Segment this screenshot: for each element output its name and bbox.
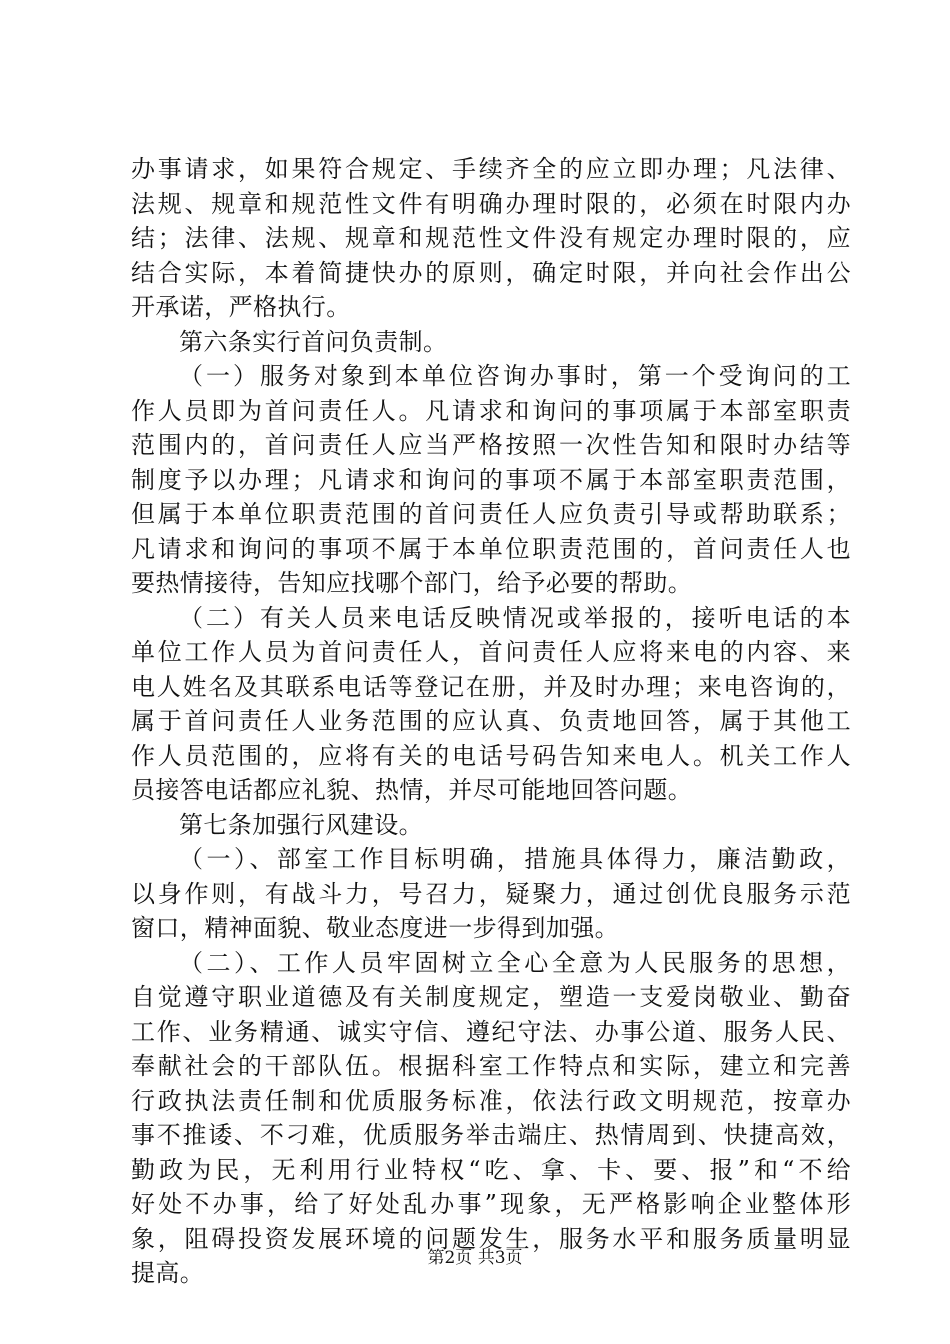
paragraph xyxy=(131,808,851,843)
text-line: 象，阻碍投资发展环境的问题发生，服务水平和服务质量明显 xyxy=(131,1224,851,1253)
page-footer: 第2页 共3页 xyxy=(427,1248,523,1268)
text-line: 但属于本单位职责范围的首问责任人应负责引导或帮助联系； xyxy=(131,500,851,528)
text-line: 第六条实行首问负责制。 xyxy=(179,327,448,356)
paragraph xyxy=(131,842,851,946)
paragraph xyxy=(131,359,851,601)
paragraph xyxy=(131,325,851,360)
text-line: 凡请求和询问的事项不属于本单位职责范围的，首问责任人也 xyxy=(131,534,851,563)
text-line: 属于首问责任人业务范围的应认真、负责地回答，属于其他工 xyxy=(131,707,851,735)
text-line: 好处不办事，给了好处乱办事”现象，无严格影响企业整体形 xyxy=(131,1190,851,1218)
paragraph xyxy=(131,601,851,808)
text-line: 事不推诿、不刁难，优质服务举击端庄、热情周到、快捷高效， xyxy=(131,1121,851,1149)
paragraph xyxy=(131,152,851,325)
text-line: （二）有关人员来电话反映情况或举报的，接听电话的本 xyxy=(179,603,851,632)
text-line: （二）、工作人员牢固树立全心全意为人民服务的思想， xyxy=(179,948,851,977)
text-line: （一）、部室工作目标明确，措施具体得力，廉洁勤政， xyxy=(179,845,851,873)
document-body xyxy=(131,152,851,1291)
text-line: 结合实际，本着简捷快办的原则，确定时限，并向社会作出公 xyxy=(131,258,851,287)
text-line: 办事请求，如果符合规定、手续齐全的应立即办理；凡法律、 xyxy=(131,155,851,183)
text-line: 自觉遵守职业道德及有关制度规定，塑造一支爱岗敬业、勤奋 xyxy=(131,983,851,1011)
text-line: （一）服务对象到本单位咨询办事时，第一个受询问的工 xyxy=(179,362,851,390)
text-line: 范围内的，首问责任人应当严格按照一次性告知和限时办结等 xyxy=(131,431,851,459)
text-line: 奉献社会的干部队伍。根据科室工作特点和实际，建立和完善 xyxy=(131,1052,851,1080)
text-line: 勤政为民，无利用行业特权“吃、拿、卡、要、报”和“不给 xyxy=(131,1155,851,1184)
text-line: 员接答电话都应礼貌、热情，并尽可能地回答问题。 xyxy=(131,776,693,804)
text-line: 工作、业务精通、诚实守信、遵纪守法、办事公道、服务人民、 xyxy=(131,1017,851,1046)
text-line: 要热情接待，告知应找哪个部门，给予必要的帮助。 xyxy=(131,569,693,597)
text-line: 行政执法责任制和优质服务标准，依法行政文明规范，按章办 xyxy=(131,1086,851,1115)
text-line: 制度予以办理；凡请求和询问的事项不属于本部室职责范围， xyxy=(131,465,851,494)
text-line: 开承诺，严格执行。 xyxy=(131,293,351,321)
text-line: 作人员范围的，应将有关的电话号码告知来电人。机关工作人 xyxy=(131,741,851,770)
text-line: 作人员即为首问责任人。凡请求和询问的事项属于本部室职责 xyxy=(131,396,851,425)
text-line: 提高。 xyxy=(131,1259,205,1287)
text-line: 窗口，精神面貌、敬业态度进一步得到加强。 xyxy=(131,914,619,942)
text-line: 以身作则，有战斗力，号召力，疑聚力，通过创优良服务示范 xyxy=(131,879,851,908)
text-line: 第七条加强行风建设。 xyxy=(179,810,423,839)
text-line: 法规、规章和规范性文件有明确办理时限的，必须在时限内办 xyxy=(131,189,851,218)
text-line: 电人姓名及其联系电话等登记在册，并及时办理；来电咨询的， xyxy=(131,672,851,701)
text-line: 单位工作人员为首问责任人，首问责任人应将来电的内容、来 xyxy=(131,638,851,666)
paragraph xyxy=(131,946,851,1291)
text-line: 结；法律、法规、规章和规范性文件没有规定办理时限的，应 xyxy=(131,224,851,252)
